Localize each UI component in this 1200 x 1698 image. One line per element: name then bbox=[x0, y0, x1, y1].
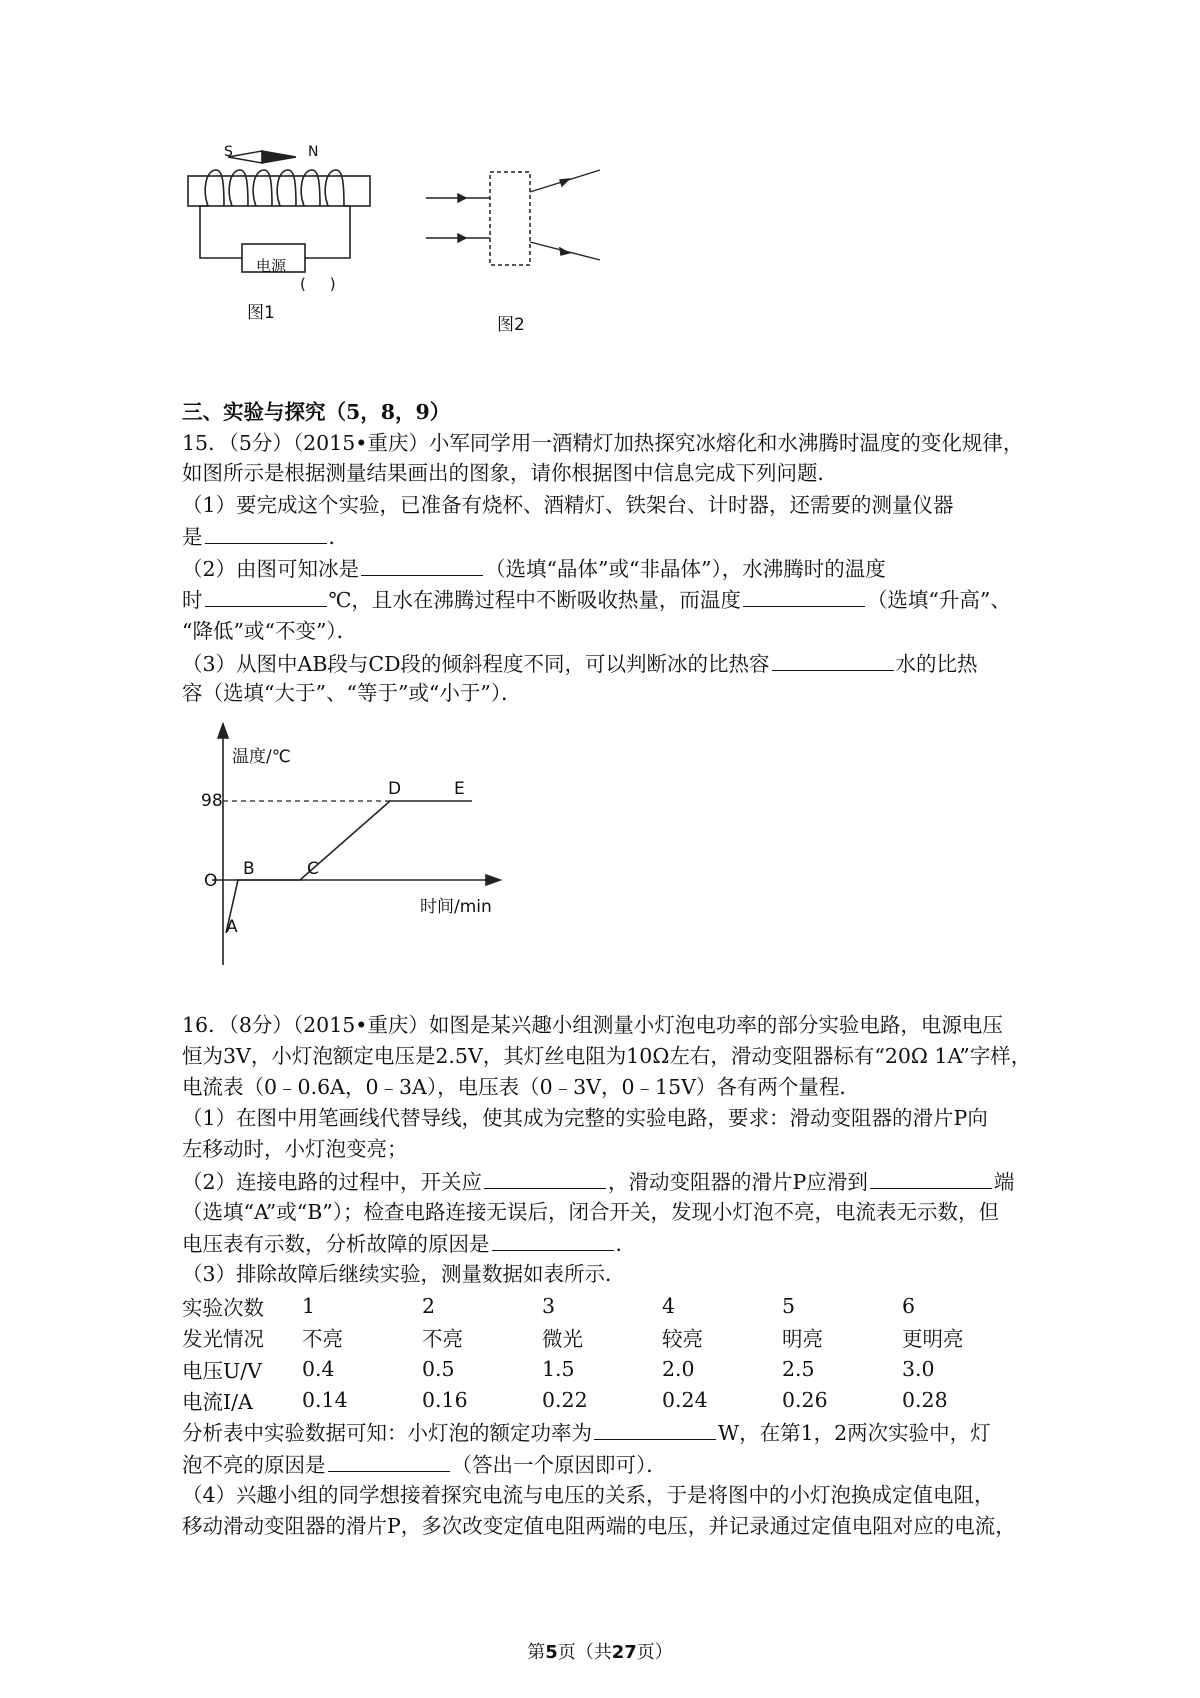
q16-l10a: 分析表中实验数据可知：小灯泡的额定功率为 bbox=[182, 1421, 592, 1445]
q16-line-6 bbox=[182, 1166, 1014, 1197]
q15-l6a: 时 bbox=[182, 588, 203, 612]
q15-line-2: 如图所示是根据测量结果画出的图象，请你根据图中信息完成下列问题． bbox=[182, 461, 838, 485]
q16-l10b: W，在第1，2两次实验中，灯 bbox=[718, 1421, 991, 1445]
q15-l5b: （选填“晶体”或“非晶体”），水沸腾时的温度 bbox=[485, 557, 886, 581]
answer-blank-temp-change[interactable] bbox=[743, 584, 865, 607]
table-cell: 较亮 bbox=[662, 1327, 703, 1352]
q15-l4b: ． bbox=[328, 525, 349, 549]
table-row bbox=[182, 1290, 1022, 1322]
q15-l8a: （3）从图中AB段与CD段的倾斜程度不同，可以判断冰的比热容 bbox=[182, 652, 770, 676]
table-cell: 0.4 bbox=[302, 1356, 335, 1381]
table-row-header: 实验次数 bbox=[182, 1295, 264, 1320]
table-row-header: 电流I/A bbox=[182, 1390, 253, 1415]
q15-line-8 bbox=[182, 648, 978, 679]
q15-line-9: 容（选填“大于”、“等于”或“小于”）． bbox=[182, 681, 522, 705]
table-cell: 微光 bbox=[542, 1327, 583, 1352]
q16-l6b: ，滑动变阻器的滑片P应滑到 bbox=[608, 1170, 868, 1194]
table-cell: 更明亮 bbox=[902, 1327, 964, 1352]
q15-line-3: （1）要完成这个实验，已准备有烧杯、酒精灯、铁架台、计时器，还需要的测量仪器 bbox=[182, 493, 954, 517]
q15-line-5 bbox=[182, 553, 886, 584]
figure-1-solenoid bbox=[180, 140, 400, 330]
table-cell: 2 bbox=[422, 1293, 436, 1318]
table-row bbox=[182, 1322, 1022, 1354]
table-cell: 4 bbox=[662, 1293, 676, 1318]
table-cell: 1.5 bbox=[542, 1356, 575, 1381]
q16-l6c: 端 bbox=[993, 1170, 1015, 1194]
footer-page: 5 bbox=[545, 1642, 558, 1663]
table-row-header: 发光情况 bbox=[182, 1327, 264, 1352]
table-cell: 2.0 bbox=[662, 1356, 695, 1381]
fig1-polarity-parens: ( ) bbox=[300, 275, 336, 293]
table-cell: 0.28 bbox=[902, 1388, 948, 1413]
graph-point-a: A bbox=[226, 917, 238, 937]
graph-point-d: D bbox=[388, 779, 402, 799]
answer-blank-specific-heat[interactable] bbox=[772, 648, 894, 671]
q16-line-12: （4）兴趣小组的同学想接着探究电流与电压的关系，于是将图中的小灯泡换成定值电阻， bbox=[182, 1483, 995, 1507]
q16-l8b: ． bbox=[615, 1232, 636, 1256]
fig1-caption: 图1 bbox=[247, 303, 275, 323]
fig1-power-label: 电源 bbox=[256, 257, 287, 275]
table-cell: 0.5 bbox=[422, 1356, 455, 1381]
graph-y-98: 98 bbox=[201, 791, 223, 811]
table-cell: 0.22 bbox=[542, 1388, 588, 1413]
table-cell: 明亮 bbox=[782, 1327, 823, 1352]
table-cell: 2.5 bbox=[782, 1356, 815, 1381]
answer-blank-switch[interactable] bbox=[484, 1166, 606, 1189]
q16-line-7: （选填“A”或“B”）；检查电路连接无误后，闭合开关，发现小灯泡不亮，电流表无示数，但 bbox=[182, 1200, 1000, 1224]
q16-line-4: （1）在图中用笔画线代替导线，使其成为完整的实验电路，要求：滑动变阻器的滑片P向 bbox=[182, 1106, 988, 1130]
q16-line-13: 移动滑动变阻器的滑片P，多次改变定值电阻两端的电压，并记录通过定值电阻对应的电流， bbox=[182, 1514, 1016, 1538]
q16-line-2: 恒为3V，小灯泡额定电压是2.5V，其灯丝电阻为10Ω左右，滑动变阻器标有“20Ω 1A”字样， bbox=[182, 1044, 1032, 1068]
footer-pre: 第 bbox=[527, 1642, 546, 1663]
table-cell: 0.26 bbox=[782, 1388, 828, 1413]
table-row bbox=[182, 1353, 1022, 1385]
q16-l6a: （2）连接电路的过程中，开关应 bbox=[182, 1170, 483, 1194]
q16-line-5: 左移动时，小灯泡变亮； bbox=[182, 1137, 408, 1161]
footer-mid: 页（共 bbox=[557, 1642, 612, 1663]
q15-l8b: 水的比热 bbox=[895, 652, 978, 676]
q15-l6c: （选填“升高”、 bbox=[866, 588, 1011, 612]
footer-total: 27 bbox=[611, 1642, 637, 1663]
table-cell: 1 bbox=[302, 1293, 316, 1318]
fig2-caption: 图2 bbox=[497, 315, 525, 335]
graph-point-e: E bbox=[454, 779, 465, 799]
graph-y-label: 温度/℃ bbox=[232, 747, 291, 767]
q16-l8a: 电压表有示数，分析故障的原因是 bbox=[182, 1232, 490, 1256]
q15-line-6 bbox=[182, 584, 1011, 615]
footer-post: 页） bbox=[636, 1642, 673, 1663]
answer-blank-boiling-temp[interactable] bbox=[205, 584, 327, 607]
q15-line-7: “降低”或“不变”）． bbox=[182, 619, 358, 643]
page-footer bbox=[0, 1638, 1200, 1664]
graph-origin: O bbox=[204, 871, 218, 891]
q16-line-11 bbox=[182, 1449, 667, 1480]
table-cell: 不亮 bbox=[302, 1327, 343, 1352]
table-cell: 3 bbox=[542, 1293, 556, 1318]
answer-blank-fault[interactable] bbox=[492, 1228, 614, 1251]
graph-x-label: 时间/min bbox=[420, 897, 492, 917]
table-cell: 6 bbox=[902, 1293, 916, 1318]
table-cell: 5 bbox=[782, 1293, 796, 1318]
q16-l11b: （答出一个原因即可）． bbox=[451, 1453, 667, 1477]
answer-blank-slider-end[interactable] bbox=[870, 1166, 992, 1189]
q16-l11a: 泡不亮的原因是 bbox=[182, 1453, 326, 1477]
graph-point-b: B bbox=[243, 859, 255, 879]
table-row-header: 电压U/V bbox=[182, 1358, 262, 1383]
q16-line-1: 16．（8分）（2015•重庆）如图是某兴趣小组测量小灯泡电功率的部分实验电路，电源电压 bbox=[182, 1013, 1003, 1037]
figure-2-optics-box bbox=[420, 160, 620, 270]
measurement-table bbox=[182, 1290, 1022, 1416]
table-cell: 不亮 bbox=[422, 1327, 463, 1352]
answer-blank-rated-power[interactable] bbox=[594, 1417, 716, 1440]
answer-blank-instrument[interactable] bbox=[205, 521, 327, 544]
table-cell: 0.14 bbox=[302, 1388, 348, 1413]
q16-line-10 bbox=[182, 1417, 991, 1448]
q15-l4a: 是 bbox=[182, 525, 203, 549]
answer-blank-not-lit-reason[interactable] bbox=[328, 1449, 450, 1472]
table-row bbox=[182, 1385, 1022, 1417]
q15-l6b: ℃，且水在沸腾过程中不断吸收热量，而温度 bbox=[328, 588, 741, 612]
graph-point-c: C bbox=[307, 859, 319, 879]
table-cell: 3.0 bbox=[902, 1356, 935, 1381]
fig1-pole-s: S bbox=[224, 144, 233, 160]
q15-l5a: （2）由图可知冰是 bbox=[182, 557, 360, 581]
section-title: 三、实验与探究（5，8，9） bbox=[182, 400, 451, 424]
q15-line-1: 15．（5分）（2015•重庆）小军同学用一酒精灯加热探究冰熔化和水沸腾时温度的变化规律， bbox=[182, 431, 1024, 455]
answer-blank-crystal[interactable] bbox=[361, 553, 483, 576]
fig1-pole-n: N bbox=[308, 144, 319, 160]
q15-line-4 bbox=[182, 521, 349, 552]
q16-line-3: 电流表（0﹣0.6A，0﹣3A），电压表（0﹣3V，0﹣15V）各有两个量程． bbox=[182, 1075, 860, 1099]
table-cell: 0.16 bbox=[422, 1388, 468, 1413]
table-cell: 0.24 bbox=[662, 1388, 708, 1413]
q16-line-8 bbox=[182, 1228, 636, 1259]
q16-line-9: （3）排除故障后继续实验，测量数据如表所示． bbox=[182, 1262, 626, 1286]
